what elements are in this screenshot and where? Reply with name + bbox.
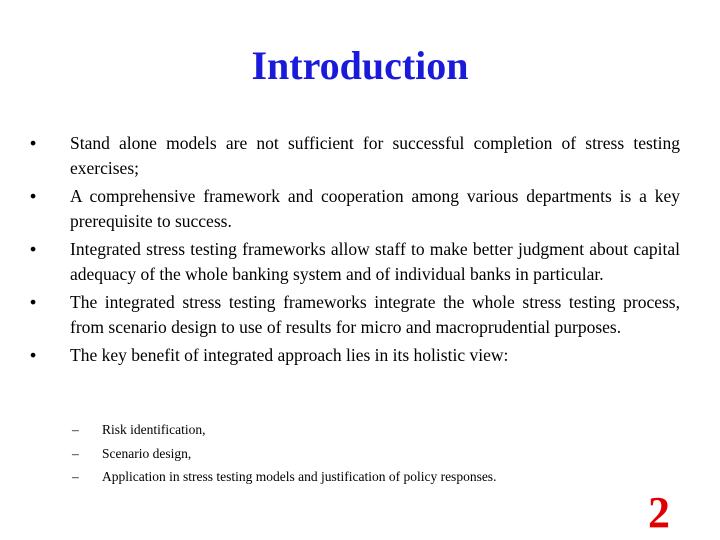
page-number: 2	[648, 488, 670, 537]
bullet-item: • The integrated stress testing frameworks integrate the whole stress testing process, from scenario design to use of results for micro and macroprudential purposes.	[30, 290, 680, 340]
bullet-item: • The key benefit of integrated approach lies in its holistic view:	[30, 343, 680, 368]
sub-bullet-item: – Scenario design,	[72, 442, 672, 466]
sub-bullet-list	[72, 418, 672, 489]
bullet-item: • A comprehensive framework and cooperation among various departments is a key prerequisite to success.	[30, 184, 680, 234]
sub-bullet-item: – Application in stress testing models and justification of policy responses.	[72, 465, 672, 489]
sub-bullet-item: – Risk identification,	[72, 418, 672, 442]
bullet-item: • Stand alone models are not sufficient for successful completion of stress testing exercises;	[30, 131, 680, 181]
slide-title: Introduction	[251, 43, 469, 88]
bullet-item: • Integrated stress testing frameworks allow staff to make better judgment about capital adequacy of the whole banking system and of individual banks in particular.	[30, 237, 680, 287]
bullet-list	[30, 131, 680, 371]
